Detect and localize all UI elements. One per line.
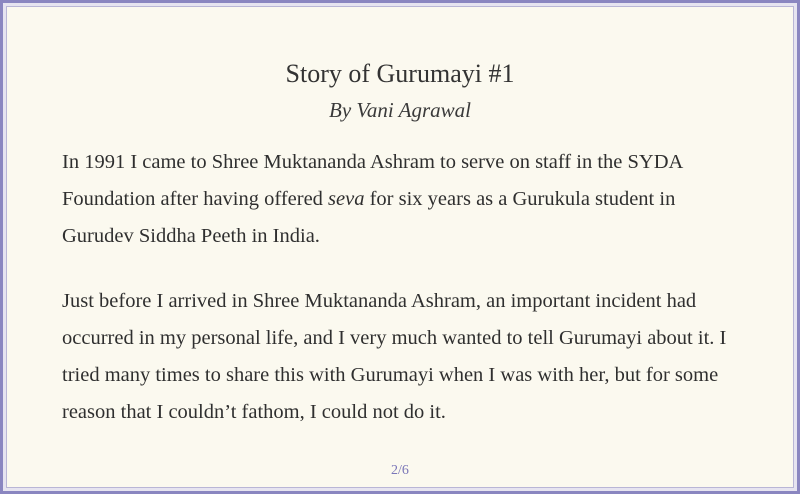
story-card	[6, 6, 794, 488]
story-title: Story of Gurumayi #1	[285, 59, 515, 88]
page-indicator: 2/6	[391, 463, 409, 478]
paragraph-1-emphasis: seva	[328, 188, 365, 210]
story-byline: By Vani Agrawal	[329, 98, 471, 122]
paragraph-1-end: for six years as a Gurukula student in Gurudev Siddha Peeth in India.	[62, 188, 676, 247]
paragraph-2: Just before I arrived in Shree Muktananda Ashram, an important incident had occurred in my personal life, and I very much wanted to tell Gurumayi about it. I tried many times to share this with Gurumayi when I was with her, but for some reason that I couldn’t fathom, I could not do it.	[62, 290, 727, 423]
outer-frame	[3, 3, 797, 491]
paragraph-1-start: In 1991 I came to Shree Muktananda Ashram to serve on staff in the SYDA Foundation after having offered	[62, 151, 683, 210]
paragraph-1	[62, 144, 742, 255]
